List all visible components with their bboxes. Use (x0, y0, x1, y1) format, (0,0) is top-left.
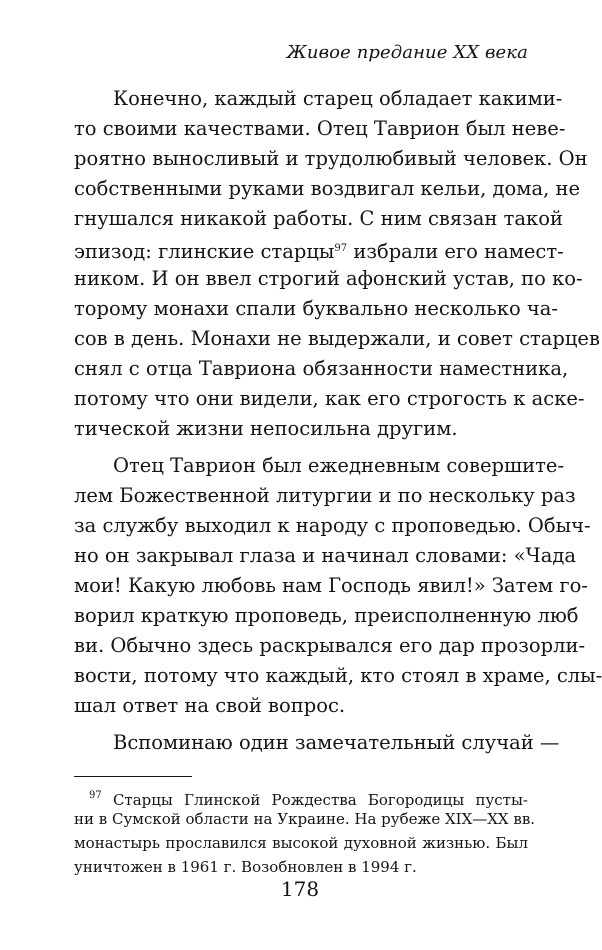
text-line: собственными руками воздвигал кельи, дома, не (74, 177, 581, 200)
text-line: тической жизни непосильна другим. (74, 417, 458, 440)
text-line: ником. И он ввел строгий афонский устав, по ко- (74, 267, 583, 290)
footnote-line: ни в Сумской области на Украине. На рубеже XIX—XX вв. (74, 810, 536, 828)
text-line: Отец Таврион был ежедневным совершите- (113, 454, 565, 477)
footnote-reference[interactable]: 97 (334, 243, 348, 254)
text-line: сов в день. Монахи не выдержали, и совет старцев (74, 327, 600, 350)
text-line: но он закрывал глаза и начинал словами: «Чада (74, 544, 576, 567)
text-line: гнушался никакой работы. С ним связан такой (74, 207, 563, 230)
text-line: снял с отца Тавриона обязанности наместника, (74, 357, 569, 380)
text-line: Вспоминаю один замечательный случай — (113, 731, 560, 754)
text-line: Конечно, каждый старец обладает какими- (113, 87, 563, 110)
text-line: вости, потому что каждый, кто стоял в храме, слы- (74, 664, 602, 687)
page-number: 178 (280, 877, 320, 901)
footnote-number: 97 (89, 790, 102, 801)
text-line: ви. Обычно здесь раскрывался его дар прозорли- (74, 634, 586, 657)
text-line: торому монахи спали буквально несколько ча- (74, 297, 559, 320)
footnote-line (89, 784, 528, 808)
text-line: за службу выходил к народу с проповедью. Обыч- (74, 514, 591, 537)
text-line: то своими качествами. Отец Таврион был неве- (74, 117, 566, 140)
footnote-line: уничтожен в 1961 г. Возобновлен в 1994 г. (74, 858, 417, 876)
text-line: ворил краткую проповедь, преисполненную люб (74, 604, 579, 627)
text-line: лем Божественной литургии и по нескольку раз (74, 484, 576, 507)
text-line-with-footnote-ref (74, 234, 564, 264)
text-line: роятно выносливый и трудолюбивый человек. Он (74, 147, 588, 170)
text-line: мои! Какую любовь нам Господь явил!» Затем го- (74, 574, 588, 597)
text-segment: эпизод: глинские старцы (74, 240, 335, 263)
footnote-text: Старцы Глинской Рождества Богородицы пусты- (101, 791, 528, 809)
text-line: потому что они видели, как его строгость к аске- (74, 387, 585, 410)
footnote-line: монастырь прославился высокой духовной жизнью. Был (74, 834, 528, 852)
running-head: Живое предание XX века (286, 42, 528, 63)
text-segment: избрали его намест- (347, 240, 564, 263)
footnote-divider (74, 776, 192, 777)
text-line: шал ответ на свой вопрос. (74, 694, 346, 717)
